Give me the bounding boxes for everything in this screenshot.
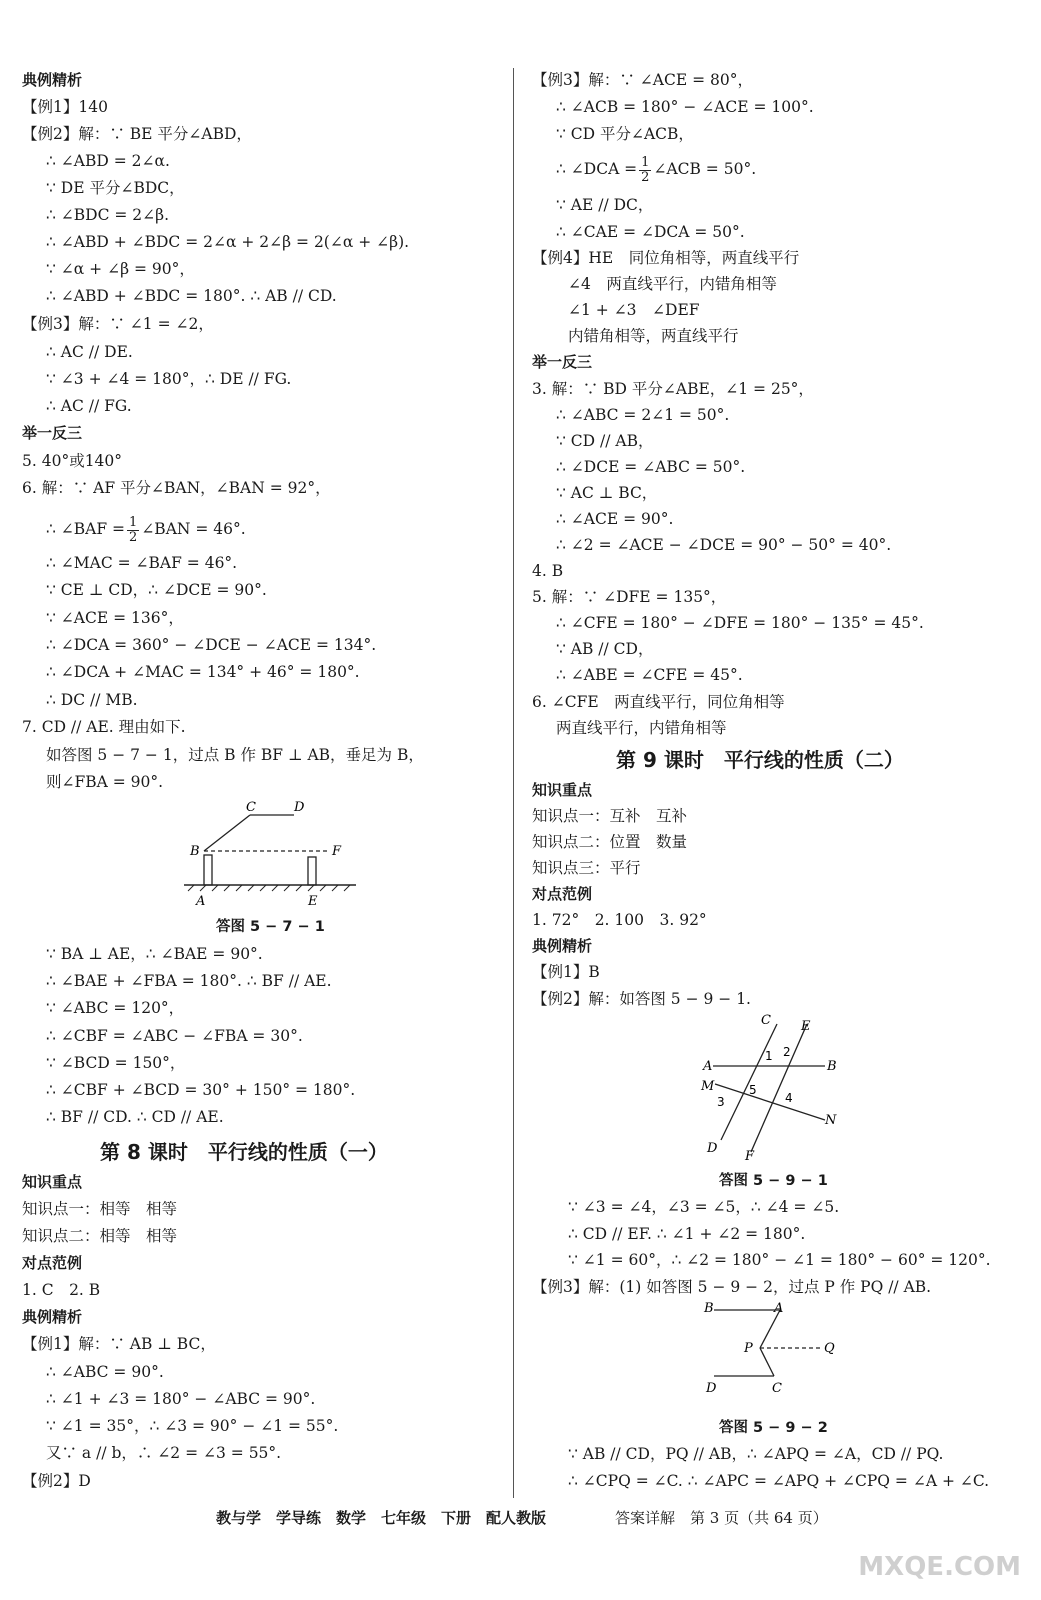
answer-line: ∴ ∠2 = ∠ACE − ∠DCE = 90° − 50° = 40°. <box>556 536 892 554</box>
lesson-title: 第 9 课时 平行线的性质（二） <box>616 748 904 772</box>
answer-line-fraction: ∴ ∠DCA = $\frac{1}{2}$ ∠ACB = 50°. <box>556 154 757 185</box>
answer-line: ∴ ∠MAC = ∠BAF = 46°. <box>46 554 238 572</box>
answer-line: ∵ DE 平分∠BDC， <box>46 179 185 197</box>
answer-line: ∵ ∠1 = 60°，∴ ∠2 = 180° − ∠1 = 180° − 60° = 120°. <box>568 1251 991 1269</box>
answer-line: ∴ ∠CPQ = ∠C. ∴ ∠APC = ∠APQ + ∠CPQ = ∠A + ∠C. <box>568 1472 990 1490</box>
answer-line: ∵ ∠ABC = 120°， <box>46 999 185 1017</box>
fraction: $\frac{1}{2}$ <box>641 154 650 185</box>
label-P: P <box>744 1341 753 1356</box>
answer-line: 【例4】HE 同位角相等，两直线平行 <box>532 249 800 267</box>
answer-line: ∵ CD // AB， <box>556 432 654 450</box>
answer-line: ∴ ∠ABD = 2∠α. <box>46 152 170 170</box>
answer-line: 1. 72° 2. 100 3. 92° <box>532 911 707 929</box>
angle-4: 4 <box>785 1091 793 1105</box>
answer-line: ∵ BA ⊥ AE，∴ ∠BAE = 90°. <box>46 945 263 963</box>
answer-line: ∴ ∠ACB = 180° − ∠ACE = 100°. <box>556 98 814 116</box>
label-M: M <box>701 1079 715 1094</box>
label-N: N <box>825 1113 837 1128</box>
answer-line: 知识点二：相等 相等 <box>22 1227 178 1245</box>
answer-line: 3. 解：∵ BD 平分∠ABE，∠1 = 25°， <box>532 380 814 398</box>
footer-brand: 教与学 学导练 数学 七年级 下册 配人教版 <box>216 1509 547 1527</box>
answer-line: ∴ ∠BDC = 2∠β. <box>46 206 170 224</box>
section-heading: 典例精析 <box>22 71 83 89</box>
section-heading: 对点范例 <box>532 885 593 903</box>
answer-line: 6. 解：∵ AF 平分∠BAN，∠BAN = 92°， <box>22 479 331 497</box>
column-divider <box>513 68 514 1498</box>
figure-caption: 答图 5 − 7 − 1 <box>216 919 325 935</box>
answer-line: ∵ AB // CD，PQ // AB，∴ ∠APQ = ∠A，CD // PQ. <box>568 1445 944 1463</box>
answer-line: ∵ AC ⊥ BC， <box>556 484 658 502</box>
answer-line: 两直线平行，内错角相等 <box>556 719 727 737</box>
answer-line: ∵ ∠BCD = 150°， <box>46 1054 186 1072</box>
label-B: B <box>827 1059 837 1074</box>
answer-line-fraction: ∴ ∠BAF = $\frac{1}{2}$ ∠BAN = 46°. <box>46 514 246 545</box>
label-E: E <box>801 1019 811 1034</box>
angle-1: 1 <box>765 1049 773 1063</box>
answer-line: ∴ ∠BAE + ∠FBA = 180°. ∴ BF // AE. <box>46 972 332 990</box>
answer-line: 知识点一：互补 互补 <box>532 807 688 825</box>
answer-line: 5. 40°或140° <box>22 452 123 470</box>
answer-line: ∴ ∠1 + ∠3 = 180° − ∠ABC = 90°. <box>46 1390 316 1408</box>
figure-5-9-1 <box>695 1012 855 1162</box>
answer-line: ∴ ∠CBF + ∠BCD = 30° + 150° = 180°. <box>46 1081 356 1099</box>
section-heading: 知识重点 <box>22 1173 83 1191</box>
figure-caption: 答图 5 − 9 − 2 <box>719 1420 828 1436</box>
answer-line: 【例3】解：(1) 如答图 5 − 9 − 2，过点 P 作 PQ // AB. <box>532 1278 932 1296</box>
answer-line: ∵ ∠3 + ∠4 = 180°，∴ DE // FG. <box>46 370 292 388</box>
label-A: A <box>703 1059 713 1074</box>
fraction: $\frac{1}{2}$ <box>129 514 138 545</box>
answer-line: ∴ DC // MB. <box>46 691 138 709</box>
figure-5-7-1 <box>170 795 370 910</box>
answer-line: 【例2】D <box>22 1472 91 1490</box>
label-B: B <box>704 1301 714 1316</box>
label-C: C <box>246 800 256 815</box>
answer-line: 【例2】解：如答图 5 − 9 − 1. <box>532 990 751 1008</box>
answer-line: ∴ ∠ABC = 2∠1 = 50°. <box>556 406 730 424</box>
lesson-title: 第 8 课时 平行线的性质（一） <box>100 1140 388 1164</box>
answer-line: ∴ ∠DCE = ∠ABC = 50°. <box>556 458 746 476</box>
watermark: MXQE.COM <box>858 1552 1021 1582</box>
label-D: D <box>706 1381 717 1396</box>
answer-line: 【例1】B <box>532 963 600 981</box>
answer-line: ∴ ∠ABC = 90°. <box>46 1363 164 1381</box>
answer-line: ∴ ∠ABE = ∠CFE = 45°. <box>556 666 743 684</box>
answer-line: ∴ ∠ABD + ∠BDC = 2∠α + 2∠β = 2(∠α + ∠β). <box>46 233 410 251</box>
angle-2: 2 <box>783 1045 791 1059</box>
label-Q: Q <box>824 1341 835 1356</box>
answer-line: 如答图 5 − 7 − 1，过点 B 作 BF ⊥ AB，垂足为 B， <box>46 746 424 764</box>
section-heading: 举一反三 <box>532 353 593 371</box>
section-heading: 举一反三 <box>22 424 83 442</box>
answer-line: 【例1】140 <box>22 98 108 116</box>
answer-line: ∴ ∠DCA = 360° − ∠DCE − ∠ACE = 134°. <box>46 636 377 654</box>
answer-line: ∴ AC // DE. <box>46 343 133 361</box>
answer-line: ∴ ∠DCA + ∠MAC = 134° + 46° = 180°. <box>46 663 360 681</box>
figure-caption: 答图 5 − 9 − 1 <box>719 1173 828 1189</box>
footer-page-info: 答案详解 第 3 页（共 64 页） <box>615 1509 828 1527</box>
answer-line: ∵ AB // CD， <box>556 640 654 658</box>
answer-line: ∴ ∠CAE = ∠DCA = 50°. <box>556 223 745 241</box>
answer-line: 【例3】解：∵ ∠1 = ∠2， <box>22 315 214 333</box>
answer-line: 则∠FBA = 90°. <box>46 773 164 791</box>
section-heading: 典例精析 <box>22 1308 83 1326</box>
label-A: A <box>774 1301 784 1316</box>
answer-line: 【例2】解：∵ BE 平分∠ABD， <box>22 125 252 143</box>
label-C: C <box>772 1381 782 1396</box>
figure-5-9-2 <box>700 1300 840 1396</box>
answer-line: 7. CD // AE. 理由如下. <box>22 718 186 736</box>
answer-line: ∴ ∠ABD + ∠BDC = 180°. ∴ AB // CD. <box>46 287 337 305</box>
section-heading: 典例精析 <box>532 937 593 955</box>
answer-line: ∴ ∠CFE = 180° − ∠DFE = 180° − 135° = 45°. <box>556 614 924 632</box>
answer-line: ∴ ∠CBF = ∠ABC − ∠FBA = 30°. <box>46 1027 303 1045</box>
answer-line: ∴ ∠ACE = 90°. <box>556 510 674 528</box>
answer-line: ∵ CE ⊥ CD，∴ ∠DCE = 90°. <box>46 581 267 599</box>
section-heading: 知识重点 <box>532 781 593 799</box>
label-D: D <box>707 1141 718 1156</box>
answer-line: ∠1 + ∠3 ∠DEF <box>568 301 700 319</box>
section-heading: 对点范例 <box>22 1254 83 1272</box>
answer-line: ∠4 两直线平行，内错角相等 <box>568 275 777 293</box>
answer-line: ∴ AC // FG. <box>46 397 132 415</box>
answer-line: 6. ∠CFE 两直线平行，同位角相等 <box>532 693 785 711</box>
angle-5: 5 <box>749 1083 757 1097</box>
answer-line: ∵ ∠ACE = 136°， <box>46 609 184 627</box>
answer-line: 【例1】解：∵ AB ⊥ BC， <box>22 1335 216 1353</box>
answer-line: 4. B <box>532 562 564 580</box>
answer-line: 知识点一：相等 相等 <box>22 1200 178 1218</box>
label-D: D <box>294 800 305 815</box>
answer-line: 知识点二：位置 数量 <box>532 833 688 851</box>
label-F: F <box>745 1149 755 1162</box>
label-C: C <box>761 1013 771 1028</box>
answer-line: ∵ ∠1 = 35°，∴ ∠3 = 90° − ∠1 = 55°. <box>46 1417 339 1435</box>
label-A: A <box>196 894 206 909</box>
answer-line: ∴ CD // EF. ∴ ∠1 + ∠2 = 180°. <box>568 1225 806 1243</box>
page-footer <box>0 1503 1041 1533</box>
answer-line: ∵ ∠3 = ∠4，∠3 = ∠5，∴ ∠4 = ∠5. <box>568 1198 840 1216</box>
angle-3: 3 <box>717 1095 725 1109</box>
answer-line: 又∵ a // b，∴ ∠2 = ∠3 = 55°. <box>46 1444 282 1462</box>
answer-line: 知识点三：平行 <box>532 859 641 877</box>
answer-line: ∵ CD 平分∠ACB， <box>556 125 694 143</box>
answer-line: 内错角相等，两直线平行 <box>568 327 739 345</box>
label-B: B <box>190 844 200 859</box>
label-F: F <box>332 844 342 859</box>
answer-line: 【例3】解：∵ ∠ACE = 80°， <box>532 71 753 89</box>
answer-line: 1. C 2. B <box>22 1281 101 1299</box>
label-E: E <box>308 894 318 909</box>
answer-line: ∴ BF // CD. ∴ CD // AE. <box>46 1108 224 1126</box>
answer-line: ∵ ∠α + ∠β = 90°， <box>46 260 195 278</box>
answer-line: 5. 解：∵ ∠DFE = 135°， <box>532 588 727 606</box>
answer-line: ∵ AE // DC， <box>556 196 654 214</box>
